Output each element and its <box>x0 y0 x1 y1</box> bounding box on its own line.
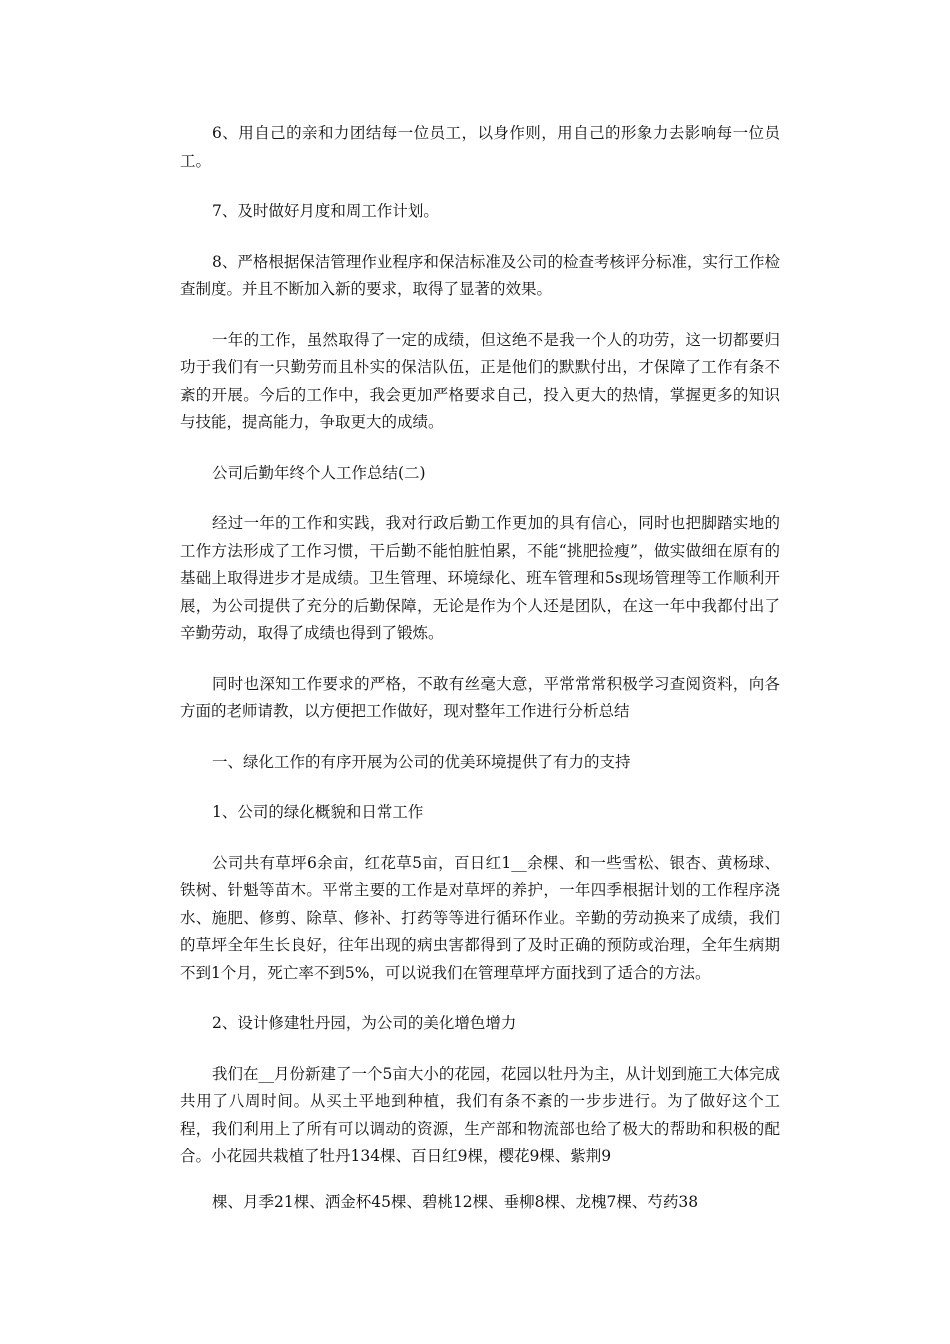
paragraph-analysis: 同时也深知工作要求的严格，不敢有丝毫大意，平常常常积极学习查阅资料，向各方面的老师请教，以方便把工作做好，现对整年工作进行分析总结 <box>180 674 780 720</box>
section-title: 公司后勤年终个人工作总结(二) <box>212 463 426 482</box>
paragraph-intro: 经过一年的工作和实践，我对行政后勤工作更加的具有信心，同时也把脚踏实地的工作方法形成了工作习惯，干后勤不能怕脏怕累，不能“挑肥捡瘦”，做实做细在原有的基础上取得进步才是成绩。卫生管理、环境绿化、班车管理和5s现场管理等工作顺利开展，为公司提供了充分的后勤保障，无论是作为个人还是团队，在这一年中我都付出了辛勤劳动，取得了成绩也得到了锻炼。 <box>180 514 780 642</box>
paragraph-item-7: 7、及时做好月度和周工作计划。 <box>212 202 439 220</box>
paragraph-plant-list: 棵、月季21棵、洒金杯45棵、碧桃12棵、垂柳8棵、龙槐7棵、芍药38 <box>212 1192 699 1211</box>
paragraph-year-summary: 一年的工作，虽然取得了一定的成绩，但这绝不是我一个人的功劳，这一切都要归功于我们有一只勤劳而且朴实的保洁队伍，正是他们的默默付出，才保障了工作有条不紊的开展。今后的工作中，我会更加严格要求自己，投入更大的热情，掌握更多的知识与技能，提高能力，争取更大的成绩。 <box>180 330 780 431</box>
document-page <box>180 120 780 1216</box>
heading-greening: 一、绿化工作的有序开展为公司的优美环境提供了有力的支持 <box>212 752 631 771</box>
paragraph-item-6: 6、用自己的亲和力团结每一位员工，以身作则，用自己的形象力去影响每一位员工。 <box>180 124 780 170</box>
subheading-greening-overview: 1、公司的绿化概貌和日常工作 <box>212 803 424 821</box>
paragraph-peony-garden: 我们在__月份新建了一个5亩大小的花园，花园以牡丹为主，从计划到施工大体完成共用了八周时间。从买土平地到种植，我们有条不紊的一步步进行。为了做好这个工程，我们利用上了所有可以调动的资源，生产部和物流部也给了极大的帮助和积极的配合。小花园共栽植了牡丹134棵、百日红9棵，樱花9棵、紫荆9 <box>180 1064 780 1165</box>
paragraph-greening-details: 公司共有草坪6余亩，红花草5亩，百日红1__余棵、和一些雪松、银杏、黄杨球、铁树、针魁等苗木。平常主要的工作是对草坪的养护，一年四季根据计划的工作程序浇水、施肥、修剪、除草、修补、打药等等进行循环作业。辛勤的劳动换来了成绩，我们的草坪全年生长良好，往年出现的病虫害都得到了及时正确的预防或治理，全年生病期不到1个月，死亡率不到5%，可以说我们在管理草坪方面找到了适合的方法。 <box>180 853 780 982</box>
paragraph-item-8: 8、严格根据保洁管理作业程序和保洁标准及公司的检查考核评分标准，实行工作检查制度。并且不断加入新的要求，取得了显著的效果。 <box>180 252 780 298</box>
subheading-peony-garden: 2、设计修建牡丹园，为公司的美化增色增力 <box>212 1014 517 1032</box>
